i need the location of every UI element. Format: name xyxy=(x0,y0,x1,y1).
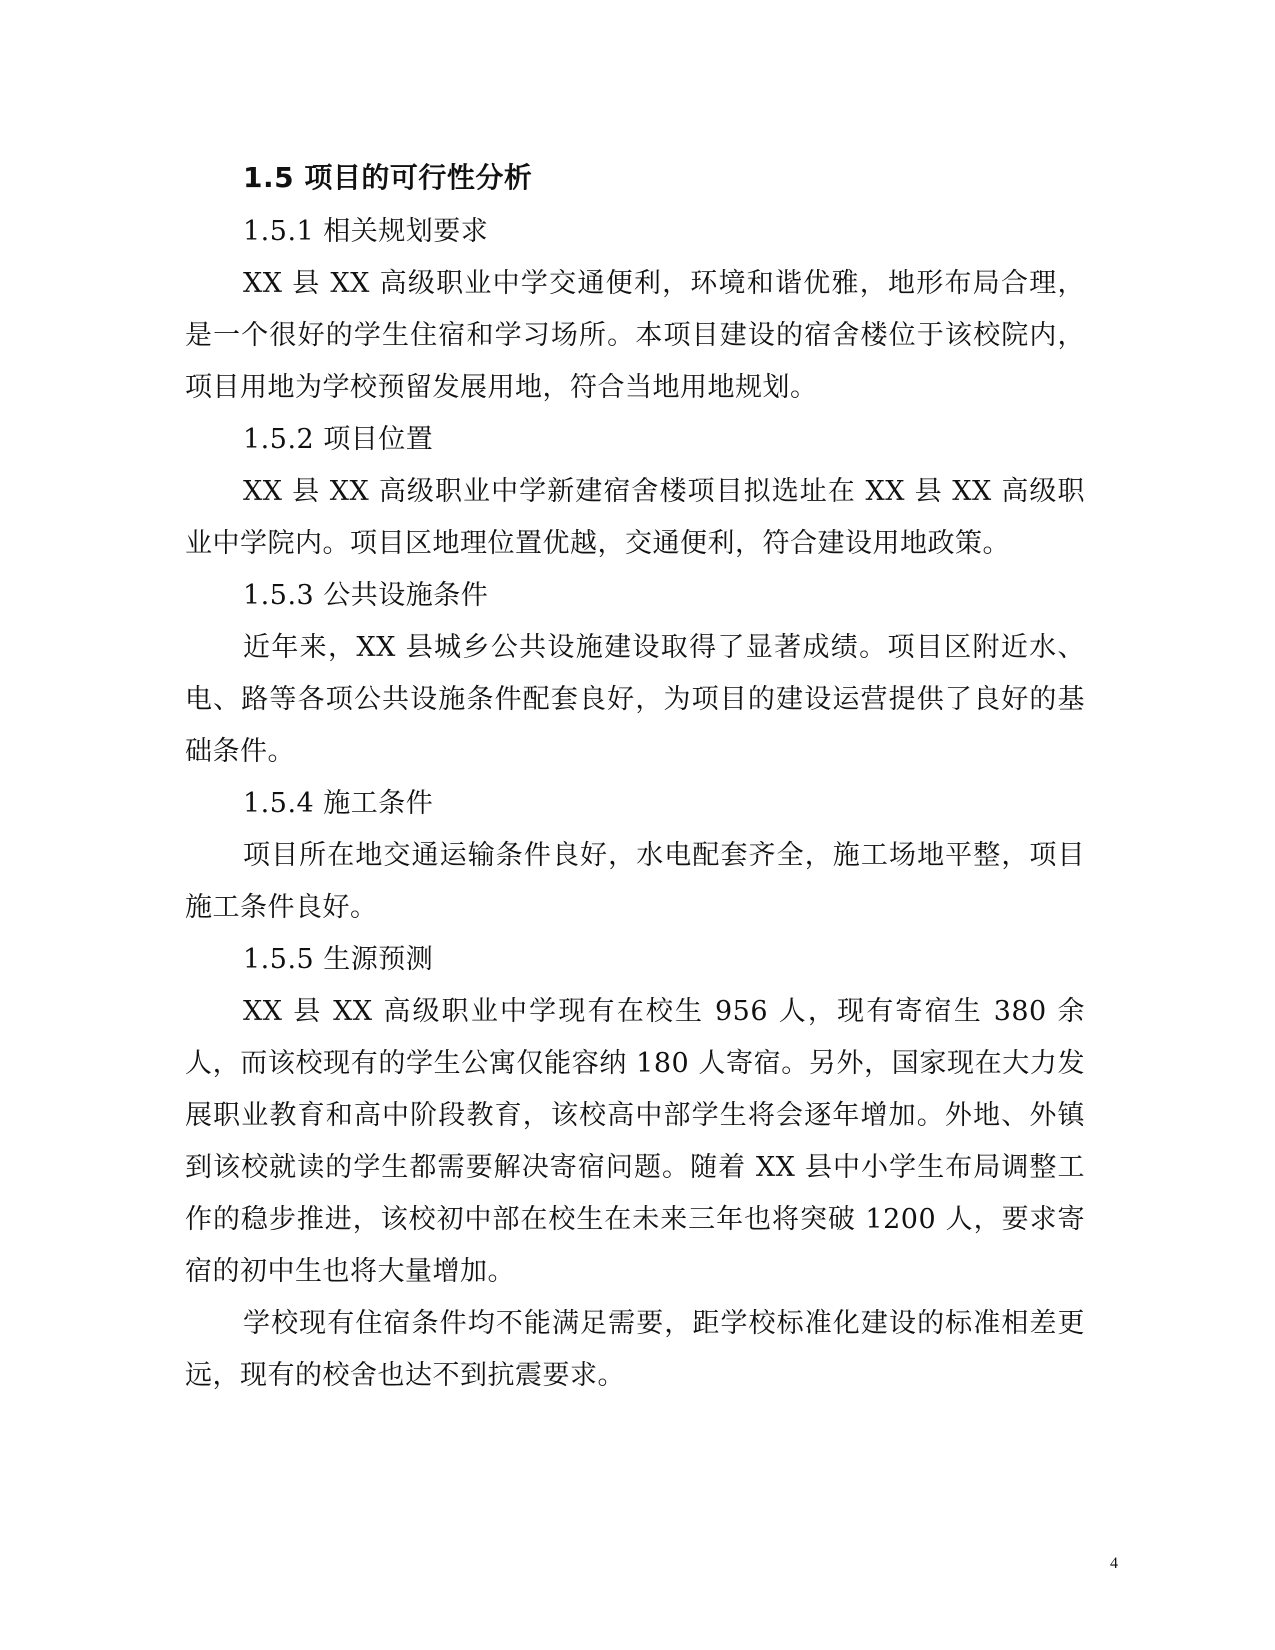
subsection-heading-1-5-5: 1.5.5 生源预测 xyxy=(243,944,434,975)
paragraph-enrollment-forecast: XX 县 XX 高级职业中学现有在校生 956 人，现有寄宿生 380 余人，而该校现有的学生公寓仅能容纳 180 人寄宿。另外，国家现在大力发展职业教育和高中阶段教育，该校高中部学生将会逐年增加。外地、外镇到该校就读的学生都需要解决寄宿问题。随着 XX 县中小学生布局调整工作的稳步推进，该校初中部在校生在未来三年也将突破 1200 人，要求寄宿的初中生也将大量增加。 xyxy=(185,996,1085,1287)
page-content xyxy=(185,150,1085,1402)
subsection-heading-1-5-3: 1.5.3 公共设施条件 xyxy=(243,580,489,611)
paragraph-public-facilities: 近年来，XX 县城乡公共设施建设取得了显著成绩。项目区附近水、电、路等各项公共设施条件配套良好，为项目的建设运营提供了良好的基础条件。 xyxy=(185,632,1085,767)
paragraph-housing-conditions: 学校现有住宿条件均不能满足需要，距学校标准化建设的标准相差更远，现有的校舍也达不到抗震要求。 xyxy=(185,1308,1085,1391)
subsection-heading-1-5-4: 1.5.4 施工条件 xyxy=(243,788,434,819)
paragraph-planning-requirements: XX 县 XX 高级职业中学交通便利，环境和谐优雅，地形布局合理，是一个很好的学生住宿和学习场所。本项目建设的宿舍楼位于该校院内，项目用地为学校预留发展用地，符合当地用地规划。 xyxy=(185,268,1085,403)
subsection-heading-1-5-2: 1.5.2 项目位置 xyxy=(243,424,434,455)
paragraph-project-location: XX 县 XX 高级职业中学新建宿舍楼项目拟选址在 XX 县 XX 高级职业中学院内。项目区地理位置优越，交通便利，符合建设用地政策。 xyxy=(185,476,1085,559)
paragraph-construction-conditions: 项目所在地交通运输条件良好，水电配套齐全，施工场地平整，项目施工条件良好。 xyxy=(185,840,1085,923)
subsection-heading-1-5-1: 1.5.1 相关规划要求 xyxy=(243,216,489,247)
section-title: 1.5 项目的可行性分析 xyxy=(243,161,533,194)
page-number: 4 xyxy=(1110,1555,1118,1572)
